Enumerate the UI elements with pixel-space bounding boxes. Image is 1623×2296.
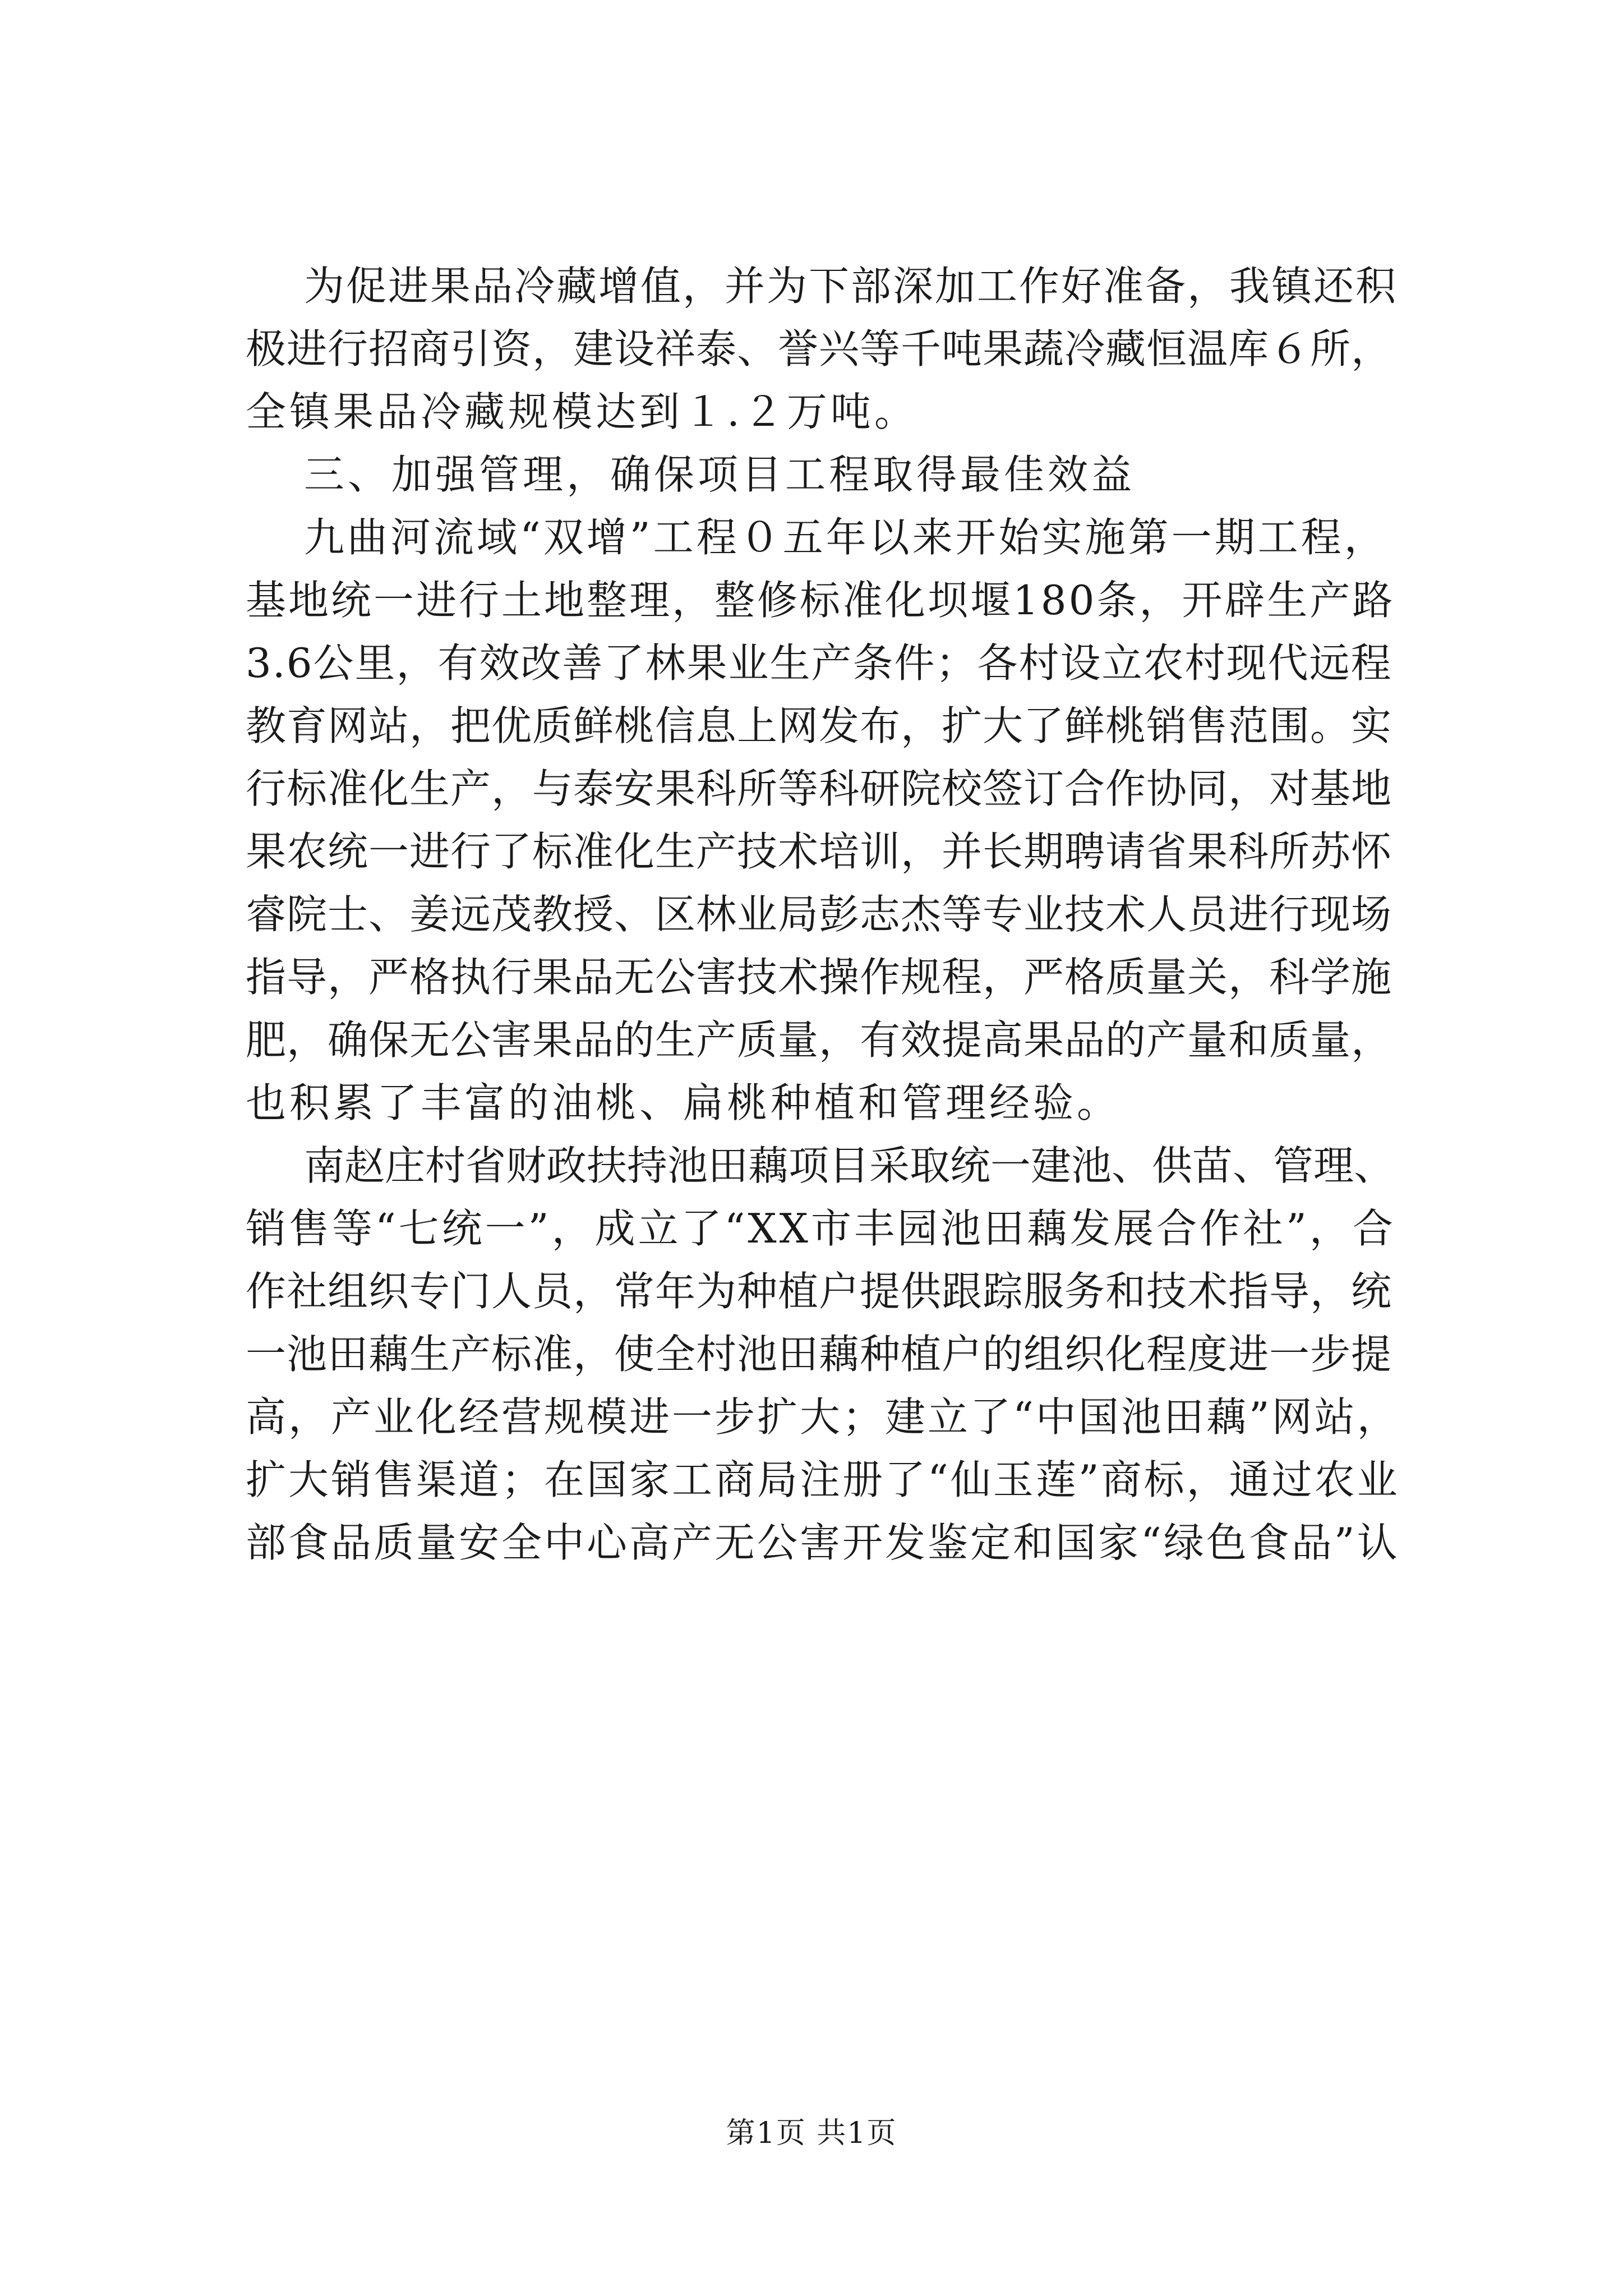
- paragraph-4-line-1: 南赵庄村省财政扶持池田藕项目采取统一建池、供苗、管理、: [304, 1142, 1395, 1189]
- paragraph-3-line-1: 九曲河流域“双增”工程０五年以来开始实施第一期工程，: [304, 514, 1387, 561]
- paragraph-3-line-7: 睿院士、姜远茂教授、区林业局彭志杰等专业技术人员进行现场: [246, 891, 1393, 938]
- paragraph-4-line-2: 销售等“七统一”，成立了“XX市丰园池田藕发展合作社”，合: [246, 1205, 1396, 1252]
- paragraph-4-line-4: 一池田藕生产标准，使全村池田藕种植户的组织化程度进一步提: [246, 1331, 1393, 1378]
- paragraph-4-line-5: 高，产业化经营规模进一步扩大；建立了“中国池田藕”网站，: [246, 1393, 1400, 1441]
- paragraph-1-line-2: 极进行招商引资，建设祥泰、誉兴等千吨果蔬冷藏恒温库６所，: [246, 325, 1393, 372]
- page-footer: 第1页 共1页: [726, 2116, 897, 2150]
- paragraph-3-line-9: 肥，确保无公害果品的生产质量，有效提高果品的产量和质量，: [246, 1016, 1393, 1064]
- section-heading: 三、加强管理，确保项目工程取得最佳效益: [304, 451, 1136, 498]
- paragraph-3-line-10: 也积累了丰富的油桃、扁桃种植和管理经验。: [246, 1079, 1121, 1126]
- paragraph-3-line-5: 行标准化生产，与泰安果科所等科研院校签订合作协同，对基地: [246, 765, 1393, 812]
- paragraph-4-line-3: 作社组织专门人员，常年为种植户提供跟踪服务和技术指导，统: [246, 1268, 1393, 1315]
- paragraph-4-line-6: 扩大销售渠道；在国家工商局注册了“仙玉莲”商标，通过农业: [246, 1456, 1400, 1503]
- paragraph-3-line-3: 3.6公里，有效改善了林果业生产条件；各村设立农村现代远程: [246, 639, 1393, 687]
- paragraph-4-line-7: 部食品质量安全中心高产无公害开发鉴定和国家“绿色食品”认: [246, 1519, 1400, 1566]
- paragraph-3-line-2: 基地统一进行土地整理，整修标准化坝堰180条，开辟生产路: [246, 577, 1395, 624]
- paragraph-3-line-4: 教育网站，把优质鲜桃信息上网发布，扩大了鲜桃销售范围。实: [246, 702, 1393, 749]
- paragraph-3-line-8: 指导，严格执行果品无公害技术操作规程，严格质量关，科学施: [246, 954, 1393, 1001]
- paragraph-3-line-6: 果农统一进行了标准化生产技术培训，并长期聘请省果科所苏怀: [246, 828, 1393, 875]
- paragraph-1-line-3: 全镇果品冷藏规模达到１.２万吨。: [246, 388, 918, 435]
- paragraph-1-line-1: 为促进果品冷藏增值，并为下部深加工作好准备，我镇还积: [304, 263, 1398, 310]
